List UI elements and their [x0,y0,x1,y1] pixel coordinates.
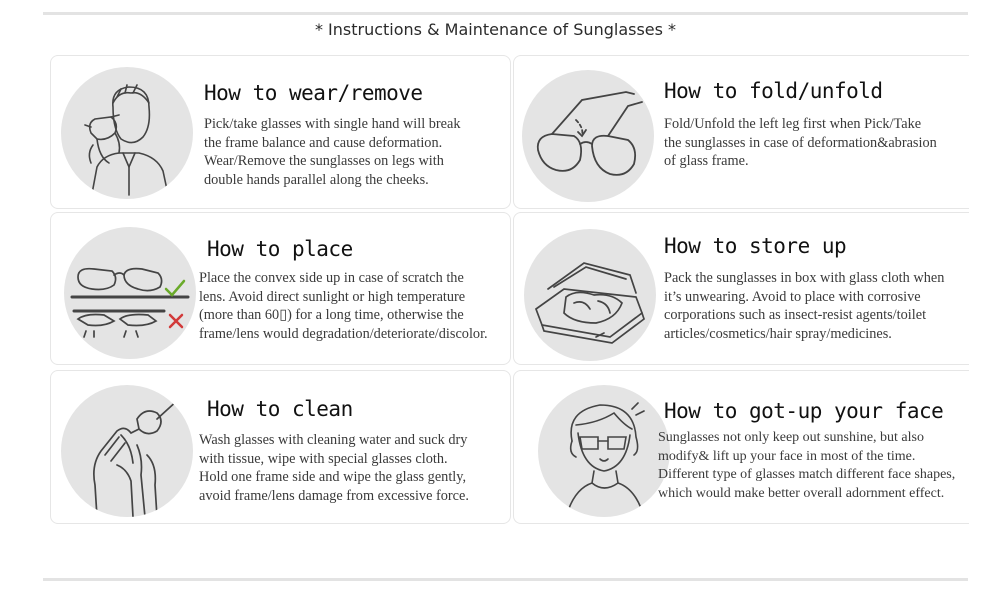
bottom-divider [43,578,968,581]
card-title: How to clean [207,397,353,421]
card-title: How to fold/unfold [664,79,883,103]
card-text: Sunglasses not only keep out sunshine, but also modify& lift up your face in most of the time. Different type of glasses match different face shapes, which would make better overall adornment effect. [658,430,956,501]
card-store-up [513,212,969,365]
card-title: How to wear/remove [204,81,423,105]
card-text: Wash glasses with cleaning water and suck dry with tissue, wipe with special glasses cloth. Hold one frame side and wipe the glass gently, avoid frame/lens damage from excessive force. [199,432,469,504]
card-clean [50,370,511,524]
glasses-case-icon [524,229,656,361]
card-title: How to got-up your face [664,399,944,423]
card-text: Place the convex side up in case of scratch the lens. Avoid direct sunlight or high temperature (more than 60▯) for a long time, otherwise the frame/lens would degradation/deteriorate/discolor. [199,270,488,342]
card-fold-unfold [513,55,969,209]
hands-cleaning-glasses-icon [61,385,193,517]
folding-glasses-icon [522,70,654,202]
glasses-placement-icon [64,227,196,359]
page-title: * Instructions & Maintenance of Sunglasses * [314,20,677,39]
card-wear-remove [50,55,511,209]
card-place [50,212,511,365]
card-text: Pack the sunglasses in box with glass cloth when it’s unwearing. Avoid to place with corrosive corporations such as insect-resist agents/toilet articles/cosmetics/hair spray/medicines. [664,270,945,342]
card-text: Fold/Unfold the left leg first when Pick/Take the sunglasses in case of deformation&abrasion of glass frame. [664,116,937,170]
card-title: How to store up [664,234,847,258]
card-text: Pick/take glasses with single hand will break the frame balance and cause deformation. Wear/Remove the sunglasses on legs with double hands parallel along the cheeks. [204,116,461,188]
woman-wearing-glasses-icon [538,385,670,517]
person-wearing-glasses-icon [61,67,193,199]
top-divider [43,12,968,15]
card-title: How to place [207,237,353,261]
card-face [513,370,969,524]
